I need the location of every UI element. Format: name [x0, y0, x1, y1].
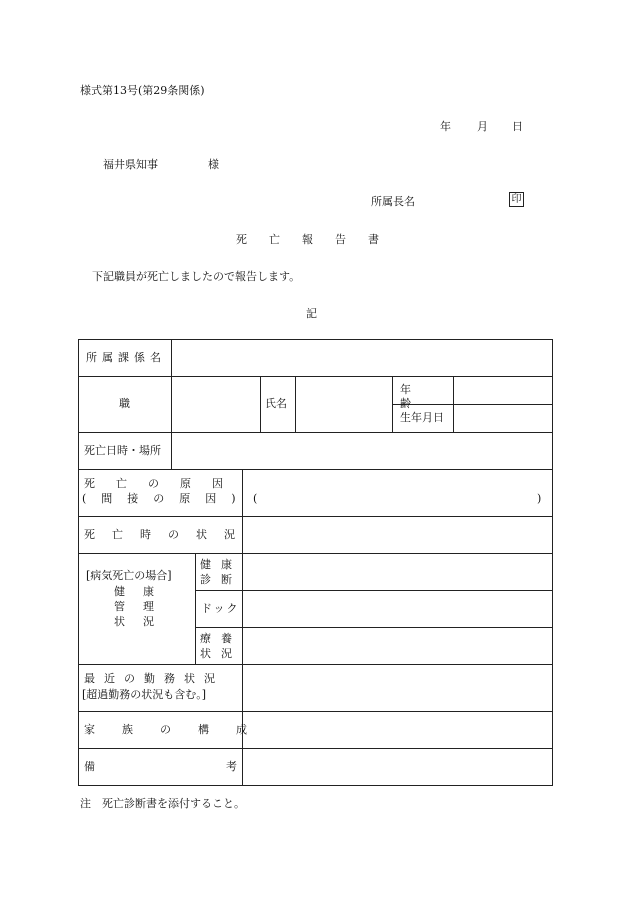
addressee-honorific: 様	[208, 158, 219, 171]
label-name: 氏名	[265, 397, 287, 410]
label-status: 状況	[114, 615, 172, 628]
row-divider	[78, 748, 553, 749]
form-number: 様式第13号(第29条関係)	[80, 84, 205, 97]
label-illness-case: [病気死亡の場合]	[86, 569, 172, 582]
label-position: 職	[119, 397, 130, 410]
label-birthdate: 生年月日	[400, 411, 444, 424]
label-death-datetime-place: 死亡日時・場所	[84, 444, 161, 457]
label-indirect-cause: (間接の原因)	[82, 492, 251, 505]
label-remarks-2: 考	[226, 760, 237, 773]
row-divider	[78, 711, 553, 712]
paren-close: )	[537, 492, 542, 505]
date-year: 年	[440, 120, 451, 133]
intro-text: 下記職員が死亡しましたので報告します。	[92, 270, 301, 283]
seal-icon: 印	[509, 192, 524, 207]
table-border	[78, 339, 553, 786]
row-divider	[195, 627, 553, 628]
row-divider	[78, 553, 553, 554]
label-work-status: 最近の勤務状況	[84, 672, 224, 685]
col-divider	[453, 376, 454, 432]
label-age-text: 年齢	[400, 383, 433, 410]
col-divider	[242, 469, 243, 786]
label-health: 健康	[114, 585, 172, 598]
label-age	[400, 383, 446, 411]
label-family: 家族の構成	[84, 723, 274, 736]
label-recuperation-1: 療養	[200, 632, 242, 645]
label-dock: ドック	[201, 602, 240, 615]
label-cause-of-death: 死亡の原因	[84, 477, 244, 490]
col-divider	[260, 376, 261, 432]
col-divider	[171, 339, 172, 469]
label-management: 管理	[114, 600, 172, 613]
label-health-diagnosis-2: 診断	[200, 573, 242, 586]
document-title: 死亡報告書	[236, 233, 401, 246]
footnote: 注 死亡診断書を添付すること。	[80, 797, 245, 810]
col-divider	[295, 376, 296, 432]
row-divider	[78, 432, 553, 433]
label-work-status-note: [超過勤務の状況も含む。]	[82, 688, 207, 701]
signer-label: 所属長名	[371, 195, 415, 208]
date-day: 日	[512, 120, 523, 133]
row-divider	[78, 516, 553, 517]
row-divider	[78, 469, 553, 470]
addressee-name: 福井県知事	[103, 158, 158, 171]
label-health-diagnosis-1: 健康	[200, 558, 242, 571]
ki-mark: 記	[306, 307, 317, 320]
row-divider	[195, 590, 553, 591]
label-affiliation: 所属課係名	[86, 351, 166, 364]
paren-open: (	[253, 492, 258, 505]
date-month: 月	[477, 120, 488, 133]
label-circumstances: 死亡時の状況	[84, 528, 252, 541]
col-divider	[392, 376, 393, 432]
label-remarks-1: 備	[84, 760, 95, 773]
col-divider	[195, 553, 196, 664]
label-recuperation-2: 状況	[200, 647, 242, 660]
row-divider	[78, 664, 553, 665]
row-divider	[78, 376, 553, 377]
